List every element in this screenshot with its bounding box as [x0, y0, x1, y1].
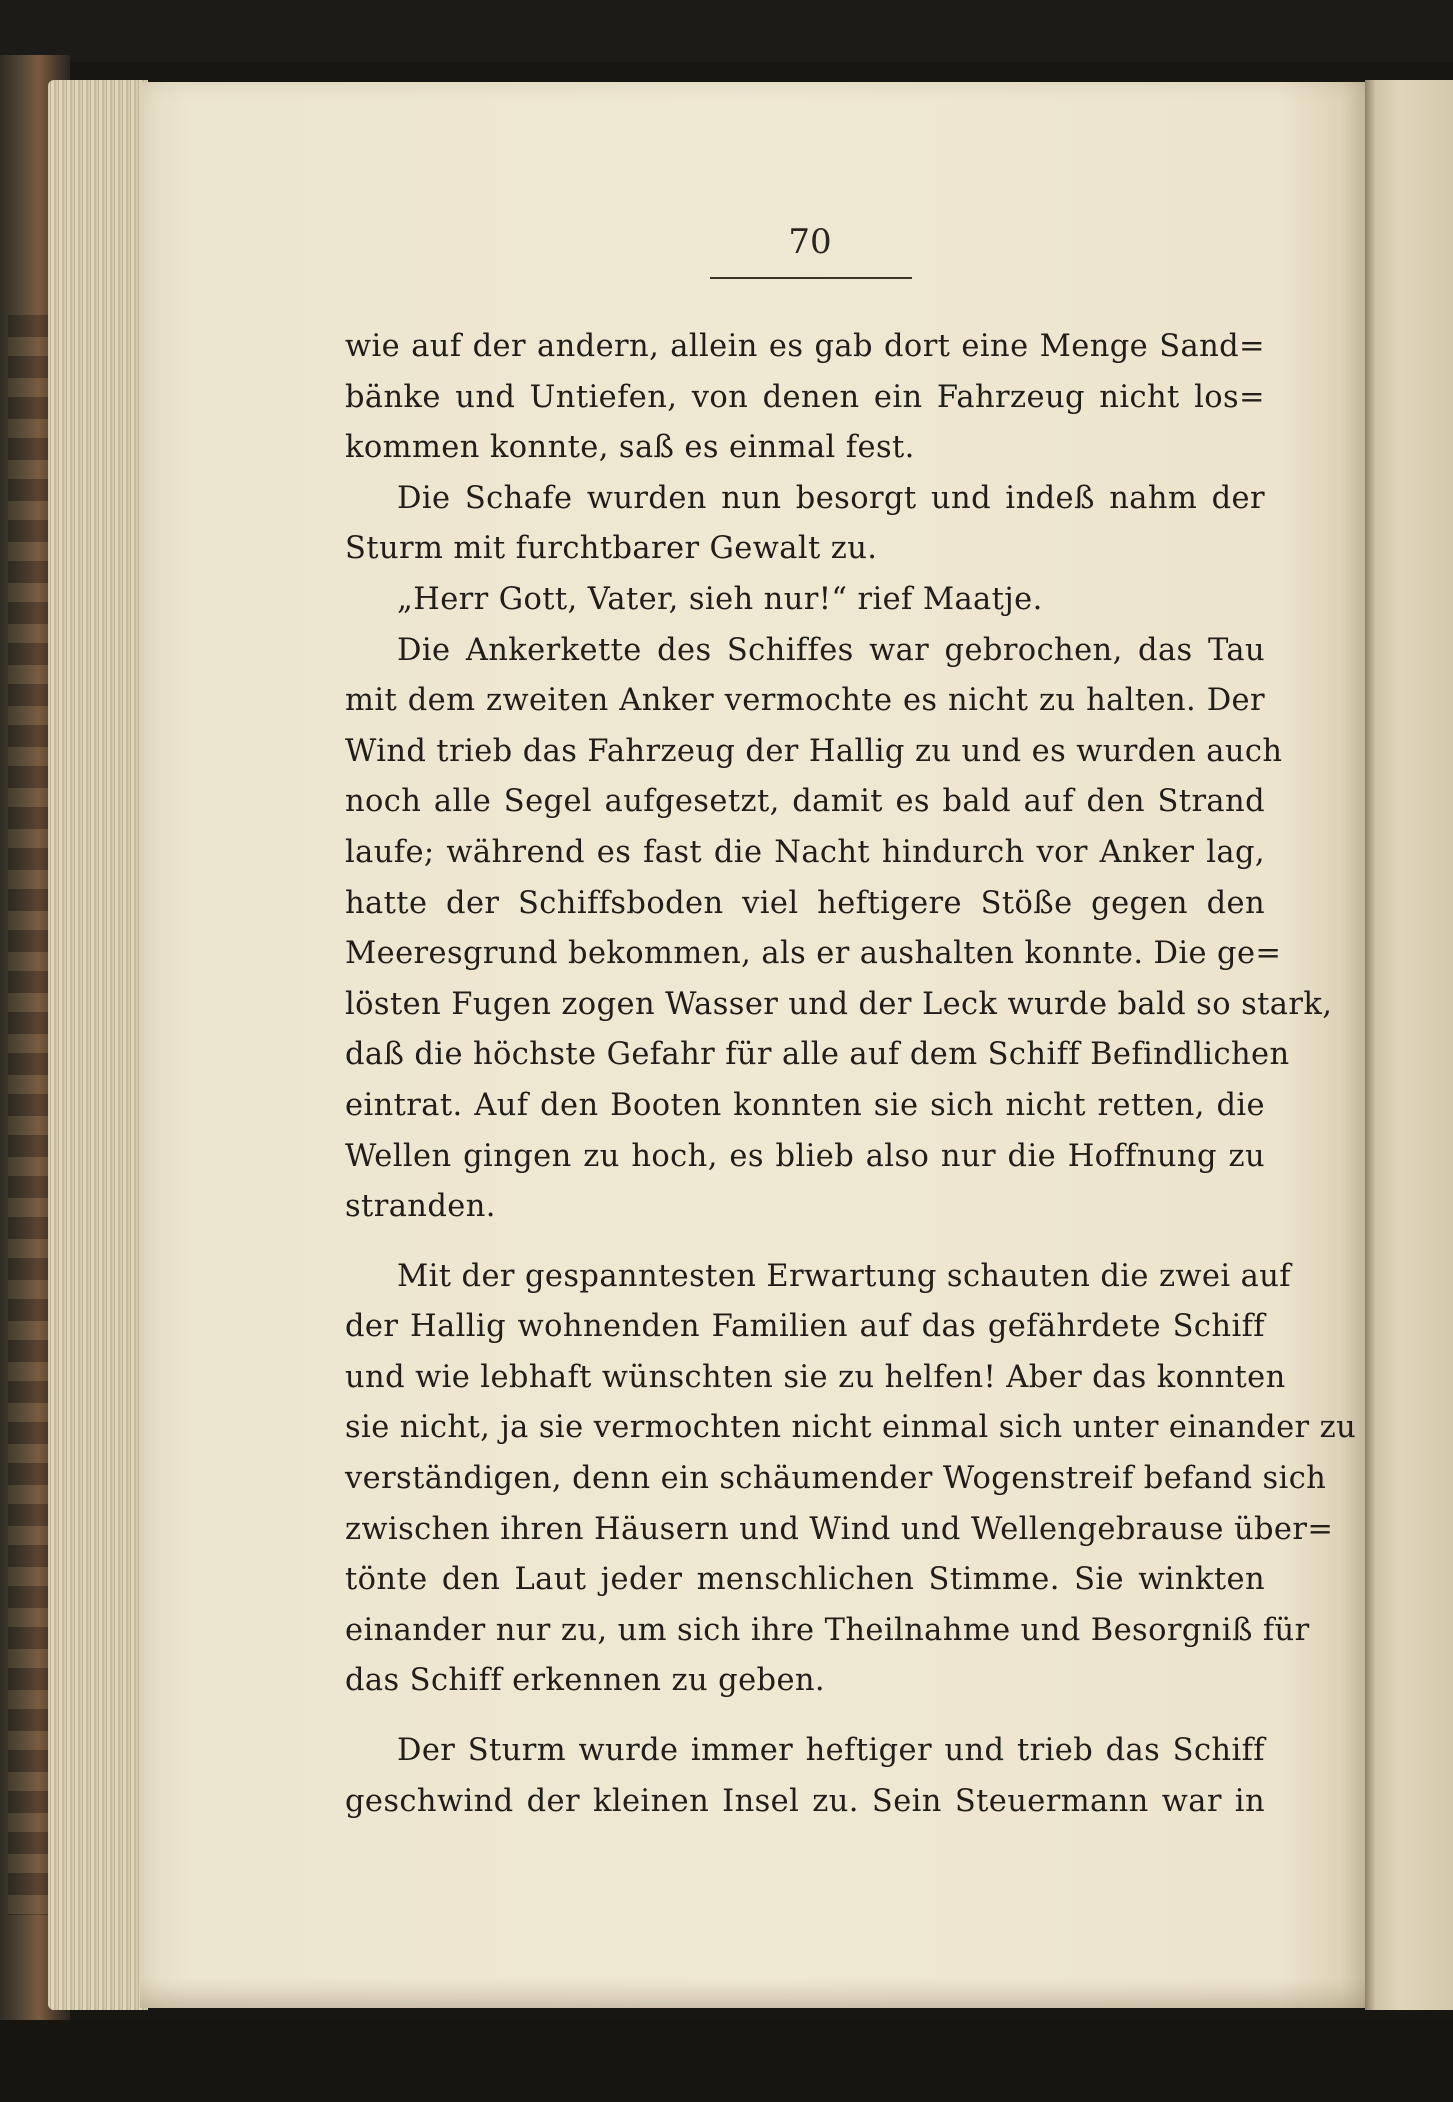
- page-edges: [48, 80, 148, 2010]
- text-line: noch alle Segel aufgesetzt, damit es bald auf den Strand: [345, 784, 1265, 820]
- text-line: Wellen gingen zu hoch, es blieb also nur die Hoffnung zu: [345, 1138, 1265, 1174]
- text-line: einander nur zu, um sich ihre Theilnahme und Besorgniß für: [345, 1612, 1310, 1648]
- text-line: eintrat. Auf den Booten konnten sie sich nicht retten, die: [345, 1087, 1265, 1123]
- text-line: wie auf der andern, allein es gab dort eine Menge Sand=: [345, 329, 1265, 364]
- text-line: Wind trieb das Fahrzeug der Hallig zu und es wurden auch: [345, 733, 1283, 769]
- text-line: verständigen, denn ein schäumender Wogenstreif befand sich: [345, 1461, 1327, 1497]
- text-line: bänke und Untiefen, von denen ein Fahrzeug nicht los=: [345, 379, 1265, 415]
- facing-page-edge: [1365, 80, 1453, 2010]
- text-line: Die Ankerkette des Schiffes war gebrochen, das Tau: [397, 632, 1265, 668]
- scanner-background-top: [0, 0, 1453, 62]
- text-line: laufe; während es fast die Nacht hindurch vor Anker lag,: [345, 834, 1265, 870]
- text-line: das Schiff erkennen zu geben.: [345, 1663, 826, 1699]
- text-line: Sturm mit furchtbarer Gewalt zu.: [345, 531, 878, 567]
- text-line: sie nicht, ja sie vermochten nicht einmal sich unter einander zu: [345, 1410, 1357, 1446]
- text-line: „Herr Gott, Vater, sieh nur!“ rief Maatje.: [397, 581, 1043, 617]
- page-number: 70: [788, 222, 832, 262]
- text-line: tönte den Laut jeder menschlichen Stimme. Sie winkten: [345, 1562, 1265, 1598]
- body-text: [345, 322, 1357, 1827]
- text-line: und wie lebhaft wünschten sie zu helfen! Aber das konnten: [345, 1359, 1286, 1395]
- text-line: Die Schafe wurden nun besorgt und indeß nahm der: [397, 480, 1265, 516]
- text-line: geschwind der kleinen Insel zu. Sein Steuermann war in: [345, 1783, 1265, 1819]
- text-line: kommen konnte, saß es einmal fest.: [345, 430, 915, 466]
- scanner-background-bottom: [0, 2020, 1453, 2102]
- text-line: mit dem zweiten Anker vermochte es nicht zu halten. Der: [345, 683, 1265, 719]
- text-line: Der Sturm wurde immer heftiger und trieb das Schiff: [397, 1733, 1265, 1769]
- text-line: daß die höchste Gefahr für alle auf dem Schiff Befindlichen: [345, 1037, 1290, 1073]
- text-line: hatte der Schiffsboden viel heftigere Stöße gegen den: [345, 885, 1265, 921]
- text-line: lösten Fugen zogen Wasser und der Leck wurde bald so stark,: [345, 986, 1333, 1022]
- text-line: Meeresgrund bekommen, als er aushalten konnte. Die ge=: [345, 936, 1282, 972]
- text-line: stranden.: [345, 1189, 496, 1225]
- text-line: Mit der gespanntesten Erwartung schauten die zwei auf: [397, 1258, 1291, 1294]
- text-line: der Hallig wohnenden Familien auf das gefährdete Schiff: [345, 1309, 1265, 1345]
- text-line: zwischen ihren Häusern und Wind und Wellengebrause über=: [345, 1511, 1334, 1547]
- header-rule: [710, 277, 912, 279]
